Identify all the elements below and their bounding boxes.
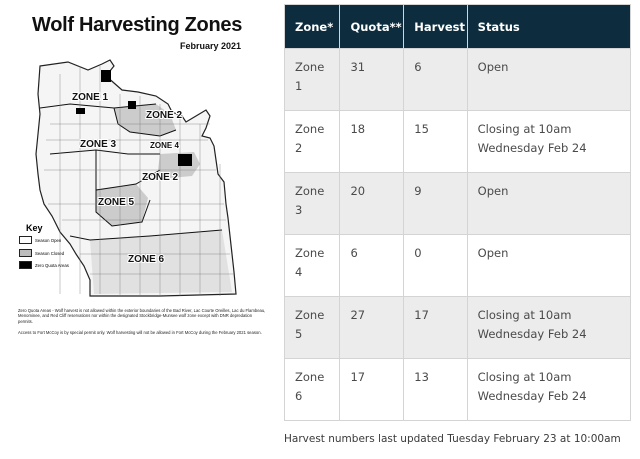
zone-label-2: ZONE 2: [146, 110, 183, 121]
cell-status: Closing at 10am Wednesday Feb 24: [467, 359, 630, 421]
zone-label-2-east: ZONE 2: [142, 172, 179, 183]
key-title: Key: [26, 223, 43, 233]
cell-quota: 31: [340, 49, 404, 111]
key-label: Season Closed: [35, 250, 65, 256]
cell-quota: 6: [340, 235, 404, 297]
key-item-open: [19, 236, 61, 244]
key-swatch-closed: [19, 249, 32, 257]
last-updated-note: Harvest numbers last updated Tuesday February 23 at 10:00am: [284, 433, 621, 445]
zone-label-4: ZONE 4: [150, 141, 179, 150]
key-swatch-open: [19, 236, 32, 244]
cell-harvest: 17: [404, 297, 467, 359]
cell-zone: Zone 1: [285, 49, 340, 111]
cell-zone: Zone 3: [285, 173, 340, 235]
cell-quota: 17: [340, 359, 404, 421]
header-status: Status: [467, 5, 630, 49]
table-row: [285, 297, 631, 359]
header-quota: Quota**: [340, 5, 404, 49]
cell-harvest: 0: [404, 235, 467, 297]
key-label: Season Open: [35, 237, 62, 243]
key-item-closed: [19, 249, 64, 257]
table-row: [285, 111, 631, 173]
cell-zone: Zone 2: [285, 111, 340, 173]
cell-status: Closing at 10am Wednesday Feb 24: [467, 111, 630, 173]
cell-status: Open: [467, 49, 630, 111]
header-harvest: Harvest: [404, 5, 467, 49]
cell-status: Open: [467, 235, 630, 297]
zone-label-6: ZONE 6: [128, 254, 165, 265]
key-swatch-zero-quota: [19, 261, 32, 269]
cell-quota: 20: [340, 173, 404, 235]
header-zone: Zone*: [285, 5, 340, 49]
cell-harvest: 15: [404, 111, 467, 173]
table-row: [285, 235, 631, 297]
zone-label-5: ZONE 5: [98, 197, 135, 208]
map-note-zero-quota: Zero Quota Areas - Wolf harvest is not allowed within the exterior boundaries of the Bad River, Lac Courte Oreilles, Lac du Flambeau, Menominee, and Red Cliff reservations nor within the designated Stockbridge-Munsee wolf zone except with DNR depredation permits.: [18, 308, 266, 324]
key-item-zero-quota: [19, 261, 69, 269]
cell-status: Open: [467, 173, 630, 235]
cell-zone: Zone 6: [285, 359, 340, 421]
cell-zone: Zone 5: [285, 297, 340, 359]
cell-zone: Zone 4: [285, 235, 340, 297]
map-title: Wolf Harvesting Zones: [32, 14, 243, 36]
zone-map-panel: [10, 4, 266, 356]
map-note-fort-mccoy: Access to Fort McCoy is by special permit only. Wolf harvesting will not be allowed in Fort McCoy during the February 2021 season.: [18, 330, 262, 335]
key-label: Zero Quota Areas: [35, 262, 69, 268]
table-row: [285, 359, 631, 421]
cell-harvest: 6: [404, 49, 467, 111]
cell-harvest: 13: [404, 359, 467, 421]
zone-label-1: ZONE 1: [72, 92, 109, 103]
cell-status: Closing at 10am Wednesday Feb 24: [467, 297, 630, 359]
table-row: [285, 173, 631, 235]
cell-quota: 18: [340, 111, 404, 173]
cell-quota: 27: [340, 297, 404, 359]
table-row: [285, 49, 631, 111]
map-date: February 2021: [180, 41, 242, 51]
table-header-row: [285, 5, 631, 49]
harvest-table: [284, 4, 631, 421]
zone-label-3: ZONE 3: [80, 139, 117, 150]
cell-harvest: 9: [404, 173, 467, 235]
